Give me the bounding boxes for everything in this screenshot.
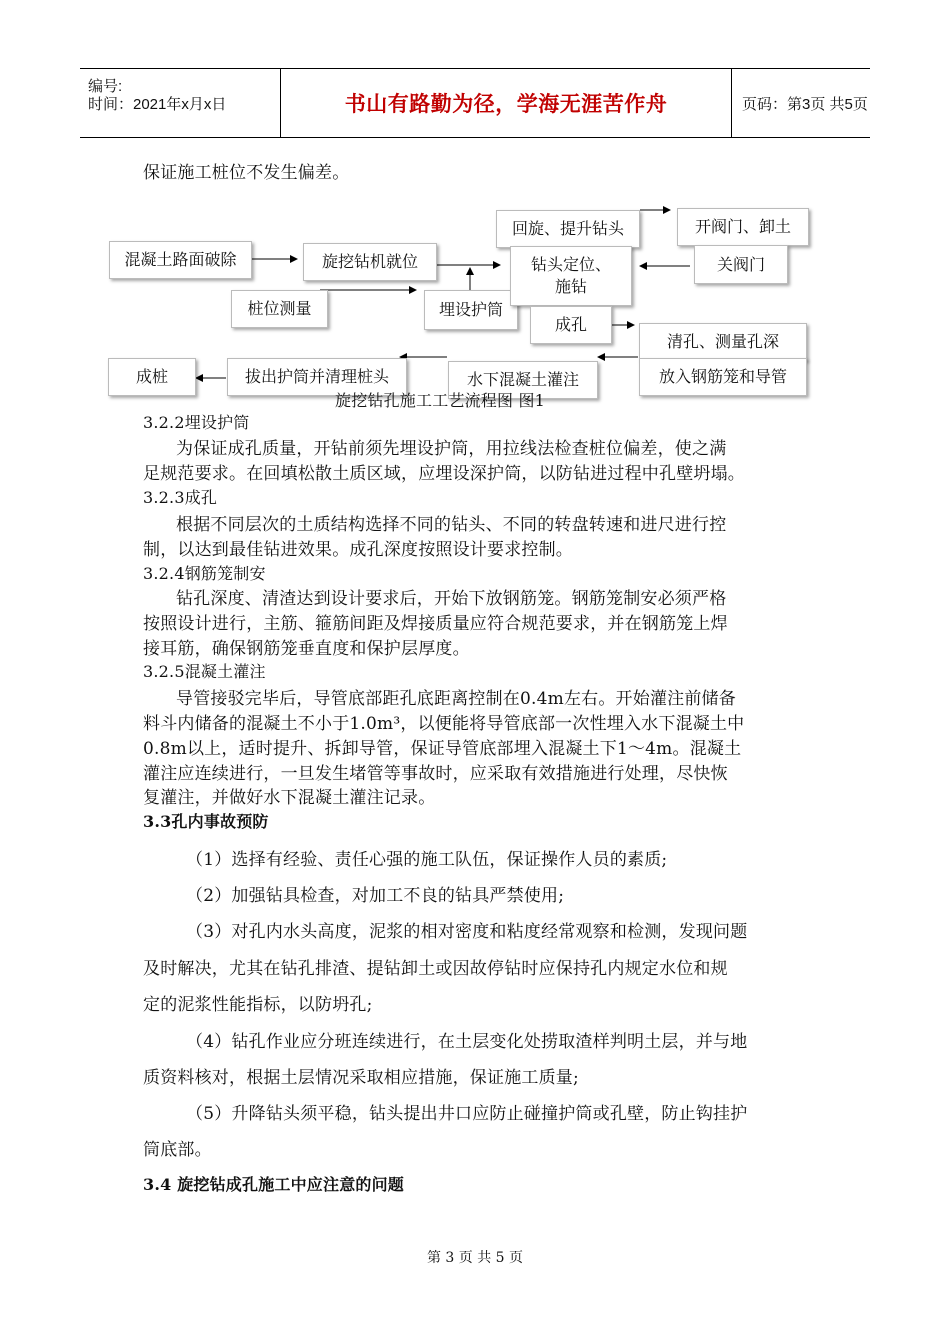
intro-line: 保证施工桩位不发生偏差。 xyxy=(143,163,350,183)
box-bit-position-line2: 施钻 xyxy=(554,277,587,296)
heading-3-2-4: 3.2.4钢筋笼制安 xyxy=(143,564,266,583)
item-3-3-line2: （2）加强钻具检查，对加工不良的钻具严禁使用; xyxy=(186,886,565,906)
item-3-3-line9: 筒底部。 xyxy=(143,1140,212,1160)
header-page-info: 页码：第3页 共5页 xyxy=(742,95,868,113)
box-pile-survey: 桩位测量 xyxy=(231,290,328,328)
para-3-2-3-line2: 制，以达到最佳钻进效果。成孔深度按照设计要求控制。 xyxy=(143,540,573,560)
heading-3-2-3: 3.2.3成孔 xyxy=(143,488,218,507)
box-clean-measure: 清孔、测量孔深 xyxy=(639,323,807,361)
item-3-3-line8: （5）升降钻头须平稳，钻头提出井口应防止碰撞护筒或孔壁，防止钩挂护 xyxy=(186,1104,748,1124)
item-3-3-line7: 质资料核对，根据土层情况采取相应措施，保证施工质量; xyxy=(143,1068,579,1088)
heading-3-4: 3.4 旋挖钻成孔施工中应注意的问题 xyxy=(143,1175,405,1194)
page-footer: 第 3 页 共 5 页 xyxy=(426,1250,524,1266)
heading-3-3: 3.3孔内事故预防 xyxy=(143,812,269,831)
box-underwater-pour: 水下混凝土灌注 xyxy=(448,361,598,399)
box-open-valve: 开阀门、卸土 xyxy=(677,208,809,246)
box-casing: 埋设护筒 xyxy=(424,290,518,330)
para-3-2-5-line2: 料斗内储备的混凝土不小于1.0m³，以便能将导管底部一次性埋入水下混凝土中 xyxy=(143,714,745,734)
para-3-2-2-line2: 足规范要求。在回填松散土质区域，应埋设深护筒，以防钻进过程中孔壁坍塌。 xyxy=(143,464,745,484)
flowchart-caption: 旋挖钻孔施工工艺流程图 图1 xyxy=(335,391,546,410)
para-3-2-4-line2: 按照设计进行，主筋、箍筋间距及焊接质量应符合规范要求，并在钢筋笼上焊 xyxy=(143,614,728,634)
header-motto: 书山有路勤为径，学海无涯苦作舟 xyxy=(344,92,668,116)
doc-number-label: 编号: xyxy=(88,78,123,95)
para-3-2-5-line4: 灌注应连续进行，一旦发生堵管等事故时，应采取有效措施进行处理，尽快恢 xyxy=(143,764,728,784)
heading-3-2-5: 3.2.5混凝土灌注 xyxy=(143,662,266,681)
box-rotate-lift: 回旋、提升钻头 xyxy=(496,210,640,248)
box-cage-pipe: 放入钢筋笼和导管 xyxy=(639,358,807,396)
box-pull-casing: 拔出护筒并清理桩头 xyxy=(227,358,407,396)
para-3-2-2-line1: 为保证成孔质量，开钻前须先埋设护筒，用拉线法检查桩位偏差，使之满 xyxy=(176,439,727,459)
item-3-3-line6: （4）钻孔作业应分班连续进行，在土层变化处捞取渣样判明土层，并与地 xyxy=(186,1032,748,1052)
item-3-3-line3: （3）对孔内水头高度，泥浆的相对密度和粘度经常观察和检测，发现问题 xyxy=(186,922,748,942)
para-3-2-5-line5: 复灌注，并做好水下混凝土灌注记录。 xyxy=(143,788,436,808)
para-3-2-5-line3: 0.8m以上，适时提升、拆卸导管，保证导管底部埋入混凝土下1～4m。混凝土 xyxy=(143,739,742,759)
box-pile-done: 成桩 xyxy=(108,358,196,396)
box-road-break: 混凝土路面破除 xyxy=(109,241,252,279)
box-bit-position-line1: 钻头定位、 xyxy=(530,255,611,274)
para-3-2-3-line1: 根据不同层次的土质结构选择不同的钻头、不同的转盘转速和进尺进行控 xyxy=(176,515,727,535)
para-3-2-5-line1: 导管接驳完毕后，导管底部距孔底距离控制在0.4m左右。开始灌注前储备 xyxy=(176,689,736,709)
doc-time-label: 时间：2021年x月x日 xyxy=(88,96,227,113)
box-hole-formed: 成孔 xyxy=(530,306,612,344)
para-3-2-4-line3: 接耳筋，确保钢筋笼垂直度和保护层厚度。 xyxy=(143,639,470,659)
item-3-3-line4: 及时解决，尤其在钻孔排渣、提钻卸土或因故停钻时应保持孔内规定水位和规 xyxy=(143,959,728,979)
box-rig-position: 旋挖钻机就位 xyxy=(303,243,437,281)
heading-3-2-2: 3.2.2埋设护筒 xyxy=(143,413,250,432)
item-3-3-line5: 定的泥浆性能指标，以防坍孔; xyxy=(143,995,373,1015)
box-bit-position xyxy=(510,246,632,306)
box-close-valve: 关阀门 xyxy=(694,245,788,284)
item-3-3-line1: （1）选择有经验、责任心强的施工队伍，保证操作人员的素质; xyxy=(186,850,668,870)
para-3-2-4-line1: 钻孔深度、清渣达到设计要求后，开始下放钢筋笼。钢筋笼制安必须严格 xyxy=(176,589,727,609)
